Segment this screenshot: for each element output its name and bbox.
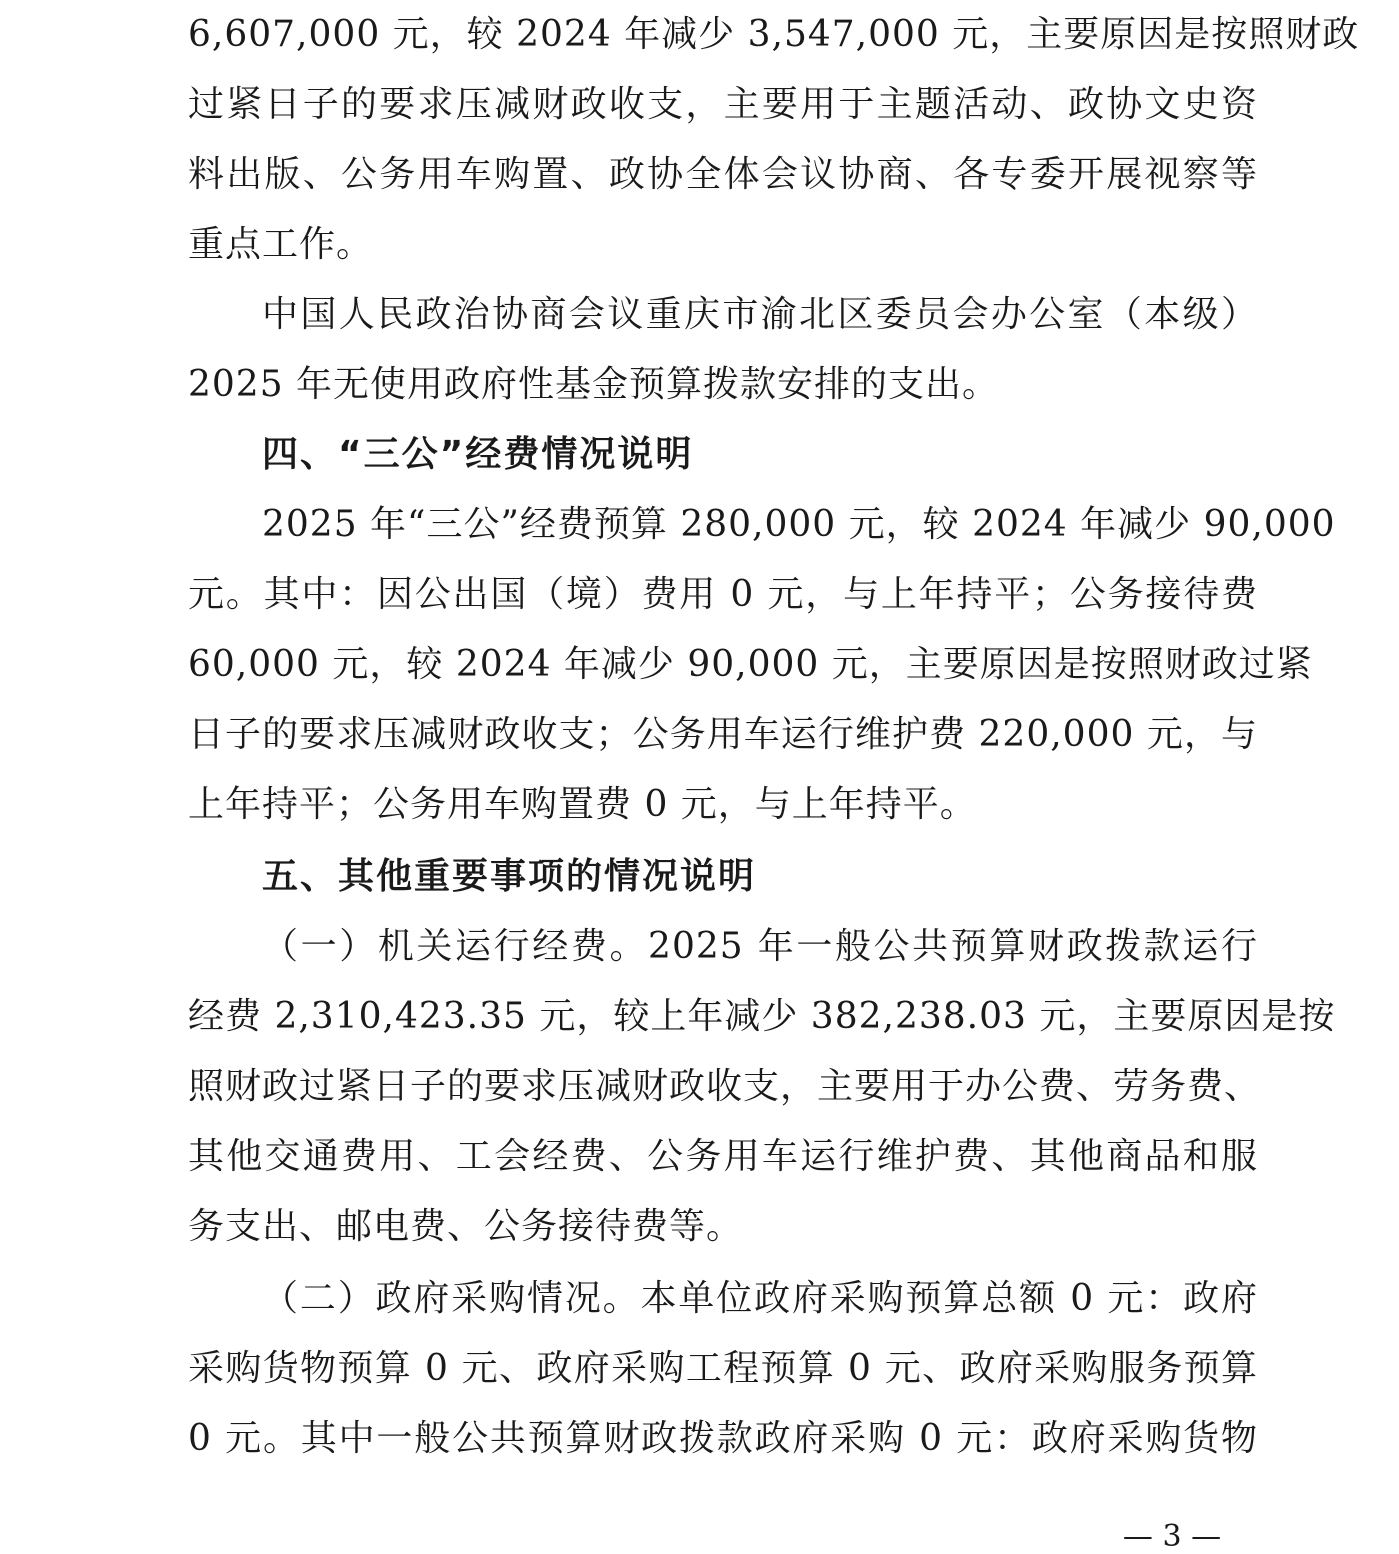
paragraph-line: 元。其中：因公出国（境）费用 0 元，与上年持平；公务接待费 — [188, 574, 1258, 615]
paragraph-line: 采购货物预算 0 元、政府采购工程预算 0 元、政府采购服务预算 — [188, 1348, 1258, 1389]
paragraph-line: 经费 2,310,423.35 元，较上年减少 382,238.03 元，主要原因是按 — [188, 996, 1336, 1037]
paragraph-line: 照财政过紧日子的要求压减财政收支，主要用于办公费、劳务费、 — [188, 1066, 1262, 1107]
paragraph-line: 中国人民政治协商会议重庆市渝北区委员会办公室（本级） — [262, 294, 1258, 335]
paragraph-line: 重点工作。 — [188, 224, 374, 265]
section-heading-four: 四、“三公”经费情况说明 — [262, 434, 694, 475]
paragraph-line: 日子的要求压减财政收支；公务用车运行维护费 220,000 元，与 — [188, 714, 1258, 755]
paragraph-line: 上年持平；公务用车购置费 0 元，与上年持平。 — [188, 784, 977, 825]
page-number: — 3 — — [1122, 1519, 1222, 1554]
paragraph-line: 其他交通费用、工会经费、公务用车运行维护费、其他商品和服 — [188, 1136, 1258, 1177]
paragraph-line: 料出版、公务用车购置、政协全体会议协商、各专委开展视察等 — [188, 154, 1258, 195]
paragraph-line: （一）机关运行经费。2025 年一般公共预算财政拨款运行 — [262, 926, 1258, 967]
paragraph-line: 60,000 元，较 2024 年减少 90,000 元，主要原因是按照财政过紧 — [188, 644, 1313, 685]
paragraph-line: （二）政府采购情况。本单位政府采购预算总额 0 元：政府 — [262, 1278, 1258, 1319]
paragraph-line: 6,607,000 元，较 2024 年减少 3,547,000 元，主要原因是按照财政 — [188, 14, 1360, 55]
paragraph-line: 0 元。其中一般公共预算财政拨款政府采购 0 元：政府采购货物 — [188, 1418, 1258, 1459]
paragraph-line: 务支出、邮电费、公务接待费等。 — [188, 1206, 744, 1247]
section-heading-five: 五、其他重要事项的情况说明 — [262, 856, 757, 897]
paragraph-line: 2025 年“三公”经费预算 280,000 元，较 2024 年减少 90,000 — [262, 504, 1336, 545]
paragraph-line: 过紧日子的要求压减财政收支，主要用于主题活动、政协文史资 — [188, 84, 1258, 125]
paragraph-line: 2025 年无使用政府性基金预算拨款安排的支出。 — [188, 364, 1000, 405]
